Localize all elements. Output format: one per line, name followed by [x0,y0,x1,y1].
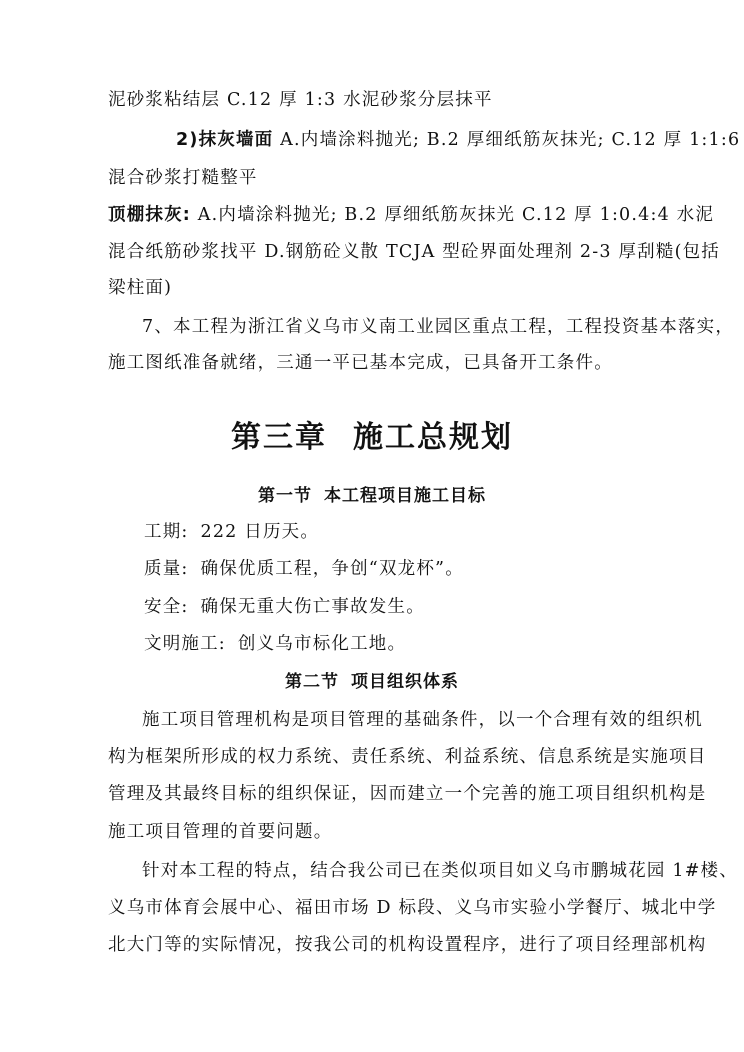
chapter-name: 施工总规划 [353,420,513,455]
wall-plaster-text: A.内墙涂料抛光; B.2 厚细纸筋灰抹光; C.12 厚 1:1:6 [273,130,741,150]
chapter-number: 第三章 [231,420,327,455]
paragraph-line: 针对本工程的特点，结合我公司已在类似项目如义乌市鹏城花园 1#楼、 [142,861,738,881]
goal-label: 质量: [144,559,189,579]
section-title: 本工程项目施工目标 [324,486,486,506]
section-heading [0,667,744,692]
goal-item [144,630,406,655]
section-title: 项目组织体系 [351,672,459,692]
text-line: 混合纸筋砂浆找平 D.钢筋砼义散 TCJA 型砼界面处理剂 2-3 厚刮糙(包括 [108,242,721,262]
goal-value: 确保优质工程，争创“双龙杯”。 [200,559,464,579]
text-line [108,201,714,226]
paragraph-line: 施工项目管理的首要问题。 [108,822,333,842]
paragraph-line: 义乌市体育会展中心、福田市场 D 标段、义乌市实验小学餐厅、城北中学 [108,898,717,918]
paragraph-line: 管理及其最终目标的组织保证，因而建立一个完善的施工项目组织机构是 [108,784,707,804]
wall-plaster-label: 2)抹灰墙面 [176,130,274,150]
text-line: 施工图纸准备就绪，三通一平已基本完成，已具备开工条件。 [108,353,613,373]
chapter-title [0,412,744,456]
text-line [176,126,740,151]
goal-label: 文明施工: [144,634,226,654]
ceiling-plaster-label: 顶棚抹灰: [108,205,191,225]
text-line: 7、本工程为浙江省义乌市义南工业园区重点工程，工程投资基本落实， [142,317,735,337]
text-line: 混合砂浆打糙整平 [108,168,258,188]
goal-item [144,555,464,580]
ceiling-plaster-text: A.内墙涂料抛光; B.2 厚细纸筋灰抹光 C.12 厚 1:0.4:4 水泥 [191,205,715,225]
section-number: 第一节 [258,486,312,506]
paragraph-line: 施工项目管理机构是项目管理的基础条件，以一个合理有效的组织机 [142,710,703,730]
goal-label: 工期: [144,522,189,542]
goal-value: 222 日历天。 [200,522,320,542]
goal-item [144,518,319,543]
goal-label: 安全: [144,597,189,617]
goal-value: 确保无重大伤亡事故发生。 [200,597,425,617]
text-line: 梁柱面) [108,278,173,298]
text-line: 泥砂浆粘结层 C.12 厚 1:3 水泥砂浆分层抹平 [108,90,493,110]
section-number: 第二节 [285,672,339,692]
goal-item [144,593,425,618]
goal-value: 创义乌市标化工地。 [237,634,407,654]
section-heading [0,481,744,506]
paragraph-line: 北大门等的实际情况，按我公司的机构设置程序，进行了项目经理部机构 [108,935,707,955]
paragraph-line: 构为框架所形成的权力系统、责任系统、利益系统、信息系统是实施项目 [108,747,707,767]
